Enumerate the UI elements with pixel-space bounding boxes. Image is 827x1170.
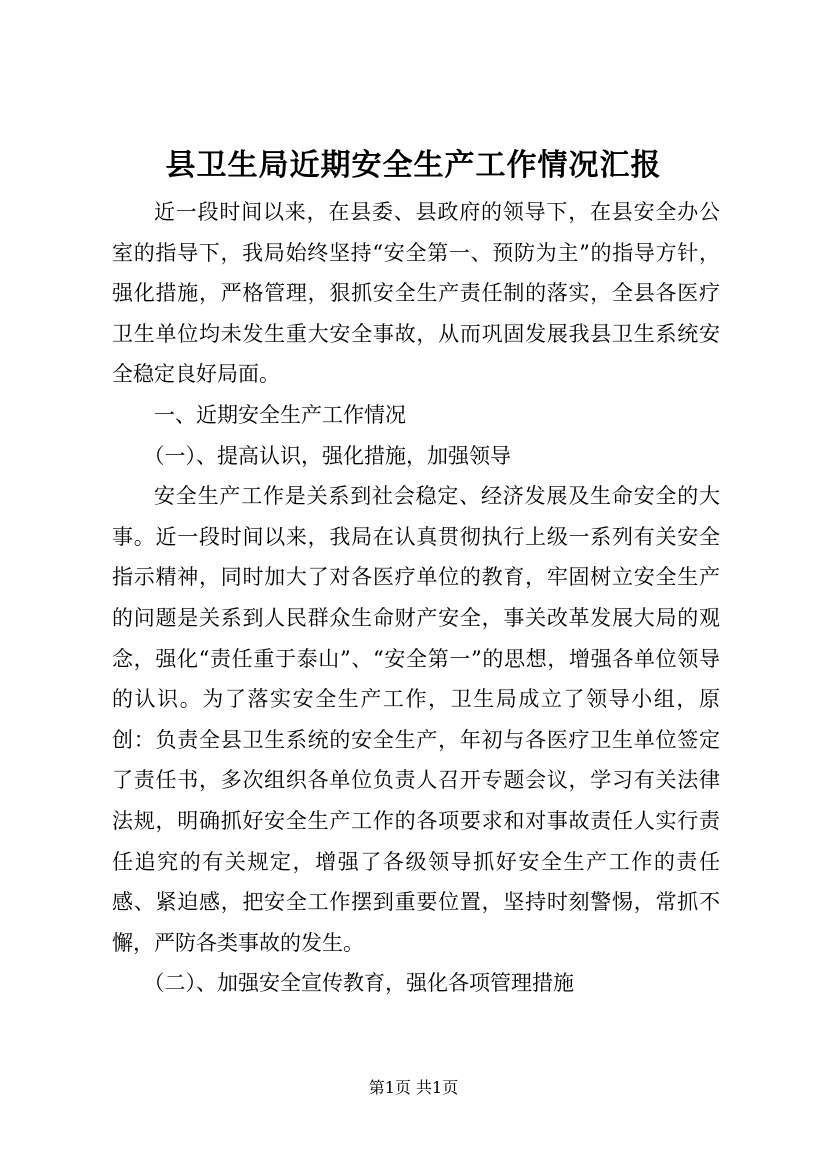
section-heading-1: 一、近期安全生产工作情况 [154, 402, 406, 427]
intro-paragraph: 近一段时间以来，在县委、县政府的领导下，在县安全办公室的指导下，我局始终坚持“安全第一、预防为主”的指导方针，强化措施，严格管理，狠抓安全生产责任制的落实，全县各医疗卫生单位均未发生重大安全事故，从而巩固发展我县卫生系统安全稳定良好局面。 [112, 200, 720, 387]
document-body [112, 192, 720, 1004]
subsection-heading-1: （一）、提高认识，强化措施，加强领导 [143, 443, 511, 468]
document-title: 县卫生局近期安全生产工作情况汇报 [165, 148, 662, 183]
body-paragraph: 安全生产工作是关系到社会稳定、经济发展及生命安全的大事。近一段时间以来，我局在认真贯彻执行上级一系列有关安全指示精神，同时加大了对各医疗单位的教育，牢固树立安全生产的问题是关系到人民群众生命财产安全，事关改革发展大局的观念，强化“责任重于泰山”、“安全第一”的思想，增强各单位领导的认识。为了落实安全生产工作，卫生局成立了领导小组，原创：负责全县卫生系统的安全生产，年初与各医疗卫生单位签定了责任书，多次组织各单位负责人召开专题会议，学习有关法律法规，明确抓好安全生产工作的各项要求和对事故责任人实行责任追究的有关规定，增强了各级领导抓好安全生产工作的责任感、紧迫感，把安全工作摆到重要位置，坚持时刻警惕，常抓不懈，严防各类事故的发生。 [112, 484, 720, 955]
page-number-footer: 第1页 共1页 [368, 1078, 459, 1097]
subsection-heading-2: （二）、加强安全宣传教育，强化各项管理措施 [143, 971, 574, 996]
